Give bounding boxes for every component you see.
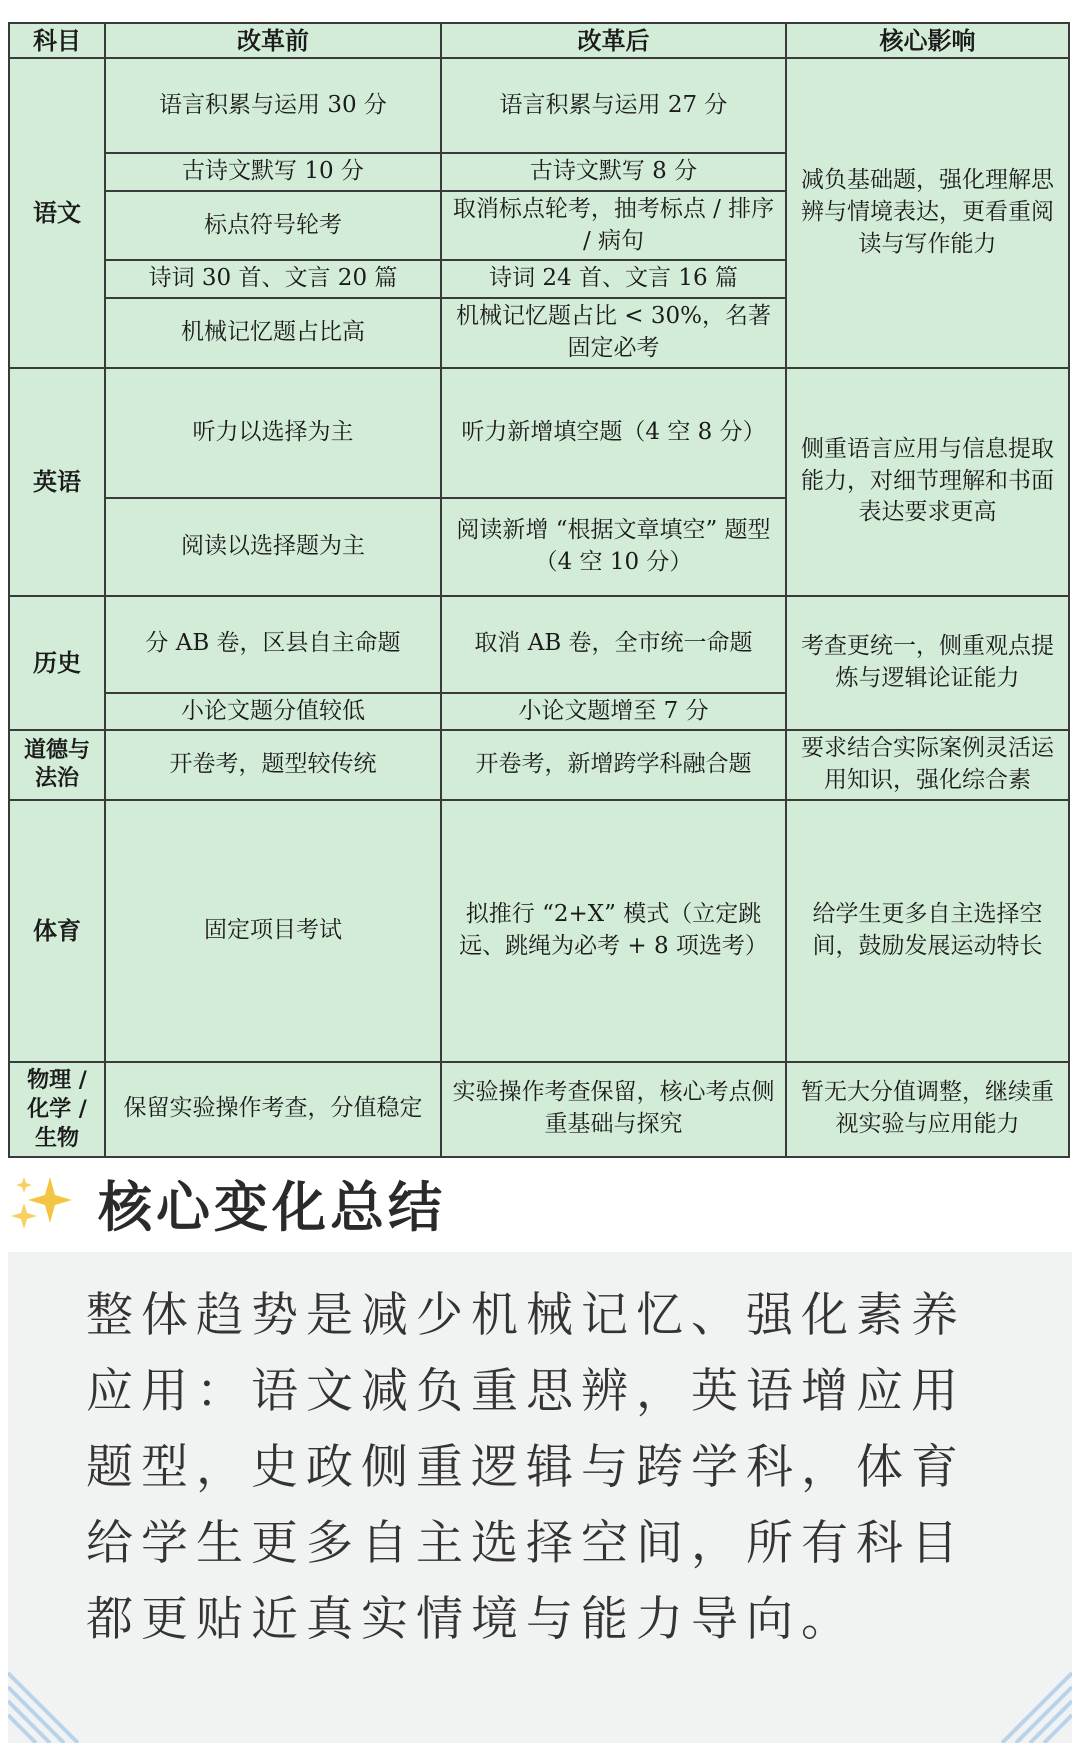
impact-english: 侧重语言应用与信息提取能力，对细节理解和书面表达要求更高: [786, 368, 1069, 596]
cell-before: 小论文题分值较低: [105, 693, 441, 731]
cell-before: 诗词 30 首、文言 20 篇: [105, 260, 441, 298]
cell-before: 古诗文默写 10 分: [105, 153, 441, 191]
cell-before: 听力以选择为主: [105, 368, 441, 498]
impact-history: 考查更统一，侧重观点提炼与逻辑论证能力: [786, 596, 1069, 731]
cell-after: 古诗文默写 8 分: [441, 153, 786, 191]
subject-pe: 体育: [9, 800, 105, 1062]
table-row: [9, 730, 1069, 799]
cell-before: 语言积累与运用 30 分: [105, 58, 441, 153]
header-impact: 核心影响: [786, 23, 1069, 58]
cell-after: 诗词 24 首、文言 16 篇: [441, 260, 786, 298]
table-row: [9, 1062, 1069, 1157]
subject-morality: 道德与法治: [9, 730, 105, 799]
table-row: [9, 800, 1069, 1062]
reform-table-wrapper: [8, 22, 1068, 1158]
summary-card: [8, 1252, 1072, 1743]
reform-comparison-table: [8, 22, 1070, 1158]
header-subject: 科目: [9, 23, 105, 58]
cell-after: 语言积累与运用 27 分: [441, 58, 786, 153]
subject-chinese: 语文: [9, 58, 105, 367]
cell-before: 机械记忆题占比高: [105, 298, 441, 367]
cell-before: 固定项目考试: [105, 800, 441, 1062]
header-before: 改革前: [105, 23, 441, 58]
impact-morality: 要求结合实际案例灵活运用知识，强化综合素: [786, 730, 1069, 799]
cell-before: 标点符号轮考: [105, 191, 441, 260]
table-row: [9, 58, 1069, 153]
cell-before: 分 AB 卷，区县自主命题: [105, 596, 441, 693]
cell-after: 拟推行 “2+X” 模式（立定跳远、跳绳为必考 + 8 项选考）: [441, 800, 786, 1062]
subject-science: 物理 / 化学 / 生物: [9, 1062, 105, 1157]
cell-after: 开卷考，新增跨学科融合题: [441, 730, 786, 799]
cell-before: 保留实验操作考查，分值稳定: [105, 1062, 441, 1157]
impact-science: 暂无大分值调整，继续重视实验与应用能力: [786, 1062, 1069, 1157]
cell-after: 机械记忆题占比 < 30%，名著固定必考: [441, 298, 786, 367]
impact-chinese: 减负基础题，强化理解思辨与情境表达，更看重阅读与写作能力: [786, 58, 1069, 367]
cell-after: 实验操作考查保留，核心考点侧重基础与探究: [441, 1062, 786, 1157]
cell-after: 小论文题增至 7 分: [441, 693, 786, 731]
subject-english: 英语: [9, 368, 105, 596]
table-header-row: [9, 23, 1069, 58]
summary-heading: [10, 1168, 446, 1238]
subject-history: 历史: [9, 596, 105, 731]
cell-after: 阅读新增 “根据文章填空” 题型（4 空 10 分）: [441, 498, 786, 596]
summary-body: 整体趋势是减少机械记忆、强化素养应用：语文减负重思辨，英语增应用题型，史政侧重逻辑与跨学科，体育给学生更多自主选择空间，所有科目都更贴近真实情境与能力导向。: [86, 1288, 966, 1647]
table-row: [9, 596, 1069, 693]
cell-after: 取消标点轮考，抽考标点 / 排序 / 病句: [441, 191, 786, 260]
cell-before: 开卷考，题型较传统: [105, 730, 441, 799]
header-after: 改革后: [441, 23, 786, 58]
cell-before: 阅读以选择题为主: [105, 498, 441, 596]
corner-decoration-right: [982, 1653, 1072, 1743]
summary-title: 核心变化总结: [98, 1175, 446, 1239]
cell-after: 取消 AB 卷，全市统一命题: [441, 596, 786, 693]
table-row: [9, 368, 1069, 498]
corner-decoration-left: [8, 1653, 98, 1743]
sparkles-icon: [10, 1173, 76, 1233]
cell-after: 听力新增填空题（4 空 8 分）: [441, 368, 786, 498]
impact-pe: 给学生更多自主选择空间，鼓励发展运动特长: [786, 800, 1069, 1062]
